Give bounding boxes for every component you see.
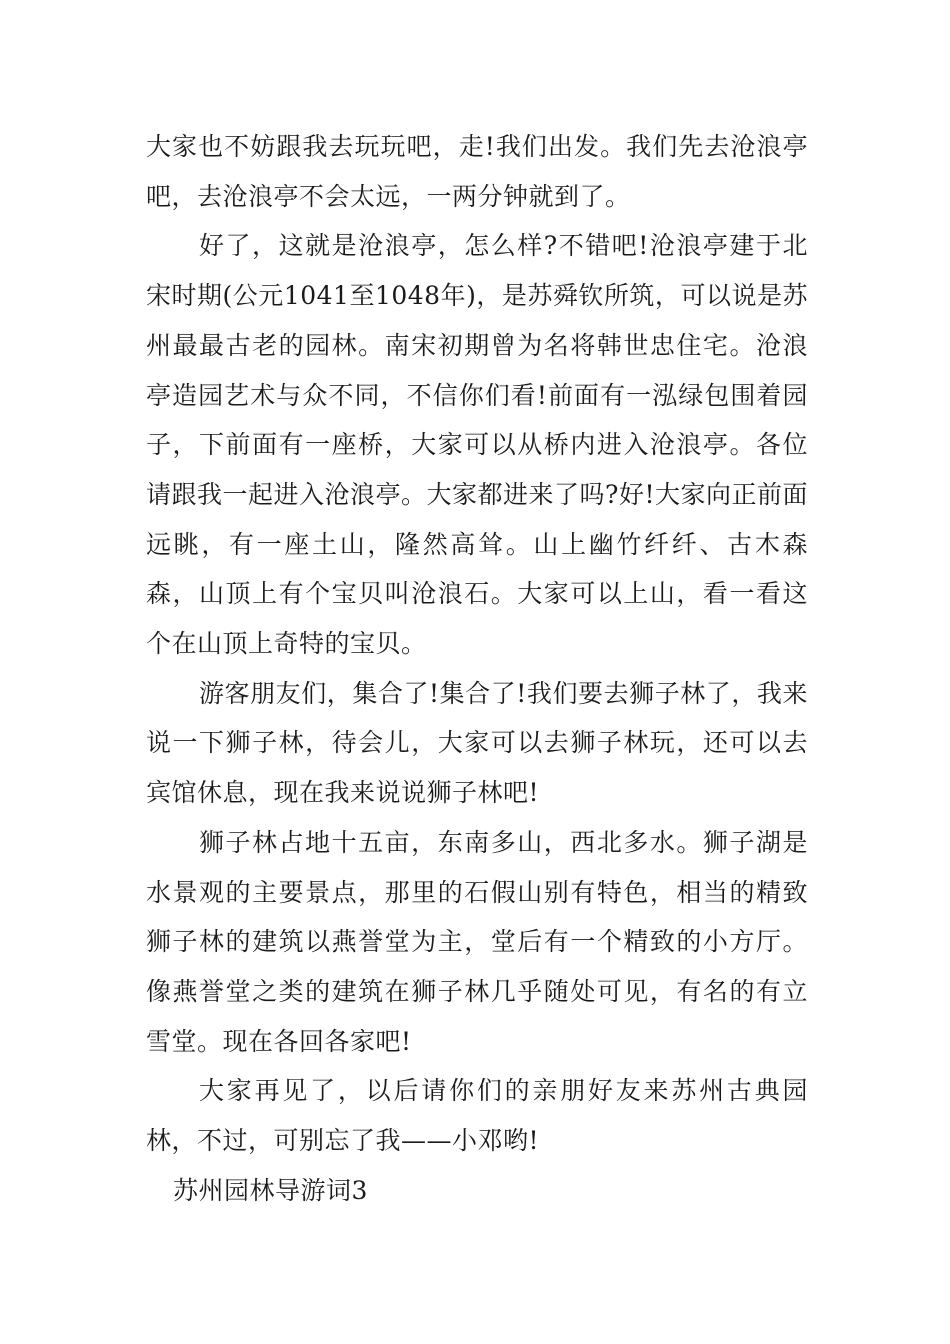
paragraph-1: 大家也不妨跟我去玩玩吧，走!我们出发。我们先去沧浪亭吧，去沧浪亭不会太远，一两分钟就到了。: [146, 132, 808, 211]
paragraph-3: 游客朋友们，集合了!集合了!我们要去狮子林了，我来说一下狮子林，待会儿，大家可以去狮子林玩，还可以去宾馆休息，现在我来说说狮子林吧!: [146, 678, 808, 808]
paragraph-5: 大家再见了，以后请你们的亲朋好友来苏州古典园林，不过，可别忘了我——小邓哟!: [146, 1076, 808, 1156]
section-title: 苏州园林导游词3: [173, 1175, 368, 1205]
paragraph-4: 狮子林占地十五亩，东南多山，西北多水。狮子湖是水景观的主要景点，那里的石假山别有特色，相当的精致狮子林的建筑以燕誉堂为主，堂后有一个精致的小方厅。像燕誉堂之类的建筑在狮子林几乎随处可见，有名的有立雪堂。现在各回各家吧!: [146, 827, 808, 1056]
body-text: [146, 122, 808, 1215]
paragraph-2: 好了，这就是沧浪亭，怎么样?不错吧!沧浪亭建于北宋时期(公元1041至1048年)，是苏舜钦所筑，可以说是苏州最最古老的园林。南宋初期曾为名将韩世忠住宅。沧浪亭造园艺术与众不同，不信你们看!前面有一泓绿包围着园子，下前面有一座桥，大家可以从桥内进入沧浪亭。各位请跟我一起进入沧浪亭。大家都进来了吗?好!大家向正前面远眺，有一座土山，隆然高耸。山上幽竹纤纤、古木森森，山顶上有个宝贝叫沧浪石。大家可以上山，看一看这个在山顶上奇特的宝贝。: [146, 231, 808, 659]
